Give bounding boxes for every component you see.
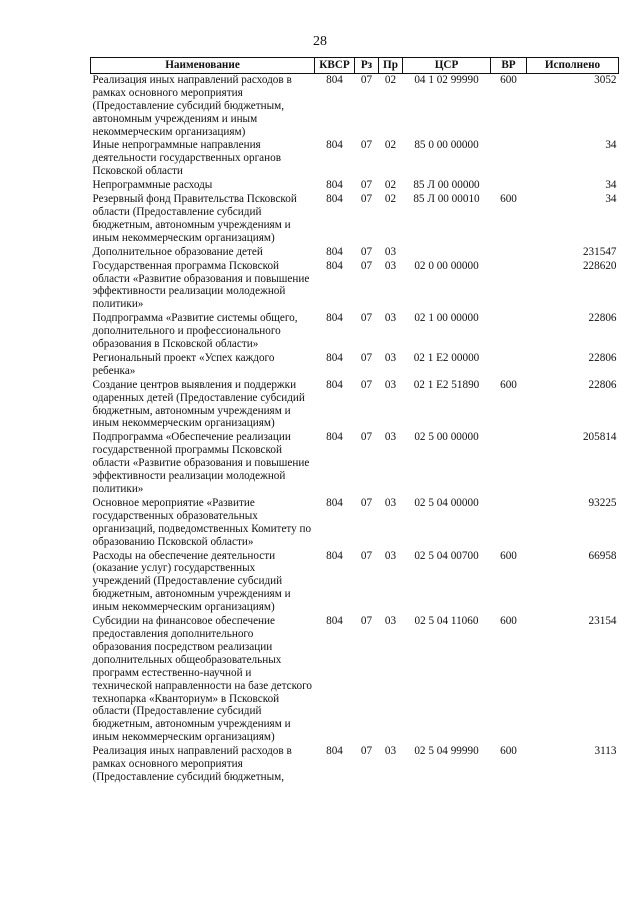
- cell-kvsr: 804: [326, 179, 343, 192]
- header-kvsr: КВСР: [315, 58, 355, 74]
- cell-name: Подпрограмма «Обеспечение реализации государственной программы Псковской области «Развитие образования и повышение эффективности реализации молодежной политики»: [92, 431, 310, 495]
- header-rz: Рз: [355, 58, 379, 74]
- cell-rz: 07: [360, 193, 373, 206]
- table-row: [91, 550, 619, 616]
- cell-rz: 07: [360, 431, 373, 444]
- cell-name: Непрограммные расходы: [92, 179, 213, 192]
- cell-name: Субсидии на финансовое обеспечение предоставления дополнительного образования посредством реализации дополнительных общеобразовательных программ естественно-научной и технической направленности на базе детского технопарка «Кванториум» в Псковской области (Предоставление субсидий бюджетным, автономным учреждениям и иным некоммерческим организациям): [92, 615, 312, 744]
- cell-vr: [491, 246, 527, 260]
- cell-kvsr: 804: [326, 245, 343, 258]
- cell-vr: [491, 431, 527, 497]
- cell-rz: 07: [360, 615, 373, 628]
- table-row: [91, 745, 619, 785]
- cell-ispolneno: 34: [605, 179, 617, 192]
- cell-vr: [491, 139, 527, 179]
- cell-vr: 600: [500, 193, 517, 206]
- cell-name: Основное мероприятие «Развитие государственных образовательных организаций, подведомственных Комитету по образованию Псковской области»: [92, 496, 312, 548]
- cell-csr: 02 0 00 00000: [414, 259, 479, 272]
- cell-csr: 85 Л 00 00010: [413, 193, 480, 206]
- cell-csr: 02 5 00 00000: [414, 431, 479, 444]
- header-name: Наименование: [91, 58, 315, 74]
- cell-name: Иные непрограммные направления деятельности государственных органов Псковской области: [92, 139, 282, 178]
- cell-name: Региональный проект «Успех каждого ребенка»: [92, 351, 275, 377]
- cell-vr: 600: [500, 615, 517, 628]
- cell-kvsr: 804: [326, 745, 343, 758]
- cell-vr: [491, 179, 527, 193]
- cell-ispolneno: 3113: [594, 745, 617, 758]
- cell-pr: 02: [384, 139, 397, 152]
- table-row: [91, 246, 619, 260]
- cell-name: Дополнительное образование детей: [92, 245, 263, 258]
- cell-kvsr: 804: [326, 73, 343, 86]
- cell-csr: 02 5 04 00000: [414, 496, 479, 509]
- cell-pr: 03: [384, 245, 397, 258]
- table-row: [91, 352, 619, 379]
- cell-ispolneno: 66958: [588, 549, 617, 562]
- cell-rz: 07: [360, 378, 373, 391]
- cell-vr: 600: [500, 378, 517, 391]
- table-row: [91, 379, 619, 432]
- table-row: [91, 139, 619, 179]
- cell-ispolneno: 34: [605, 193, 617, 206]
- cell-name: Реализация иных направлений расходов в рамках основного мероприятия (Предоставление субсидий бюджетным, автономным учреждениям и иным некоммерческим организациям): [92, 73, 292, 138]
- cell-kvsr: 804: [326, 378, 343, 391]
- cell-rz: 07: [360, 73, 373, 86]
- table-row: [91, 260, 619, 313]
- cell-kvsr: 804: [326, 549, 343, 562]
- table-row: [91, 179, 619, 193]
- cell-vr: [491, 312, 527, 352]
- cell-ispolneno: 3052: [594, 73, 617, 86]
- cell-kvsr: 804: [326, 312, 343, 325]
- cell-ispolneno: 22806: [588, 351, 617, 364]
- cell-ispolneno: 205814: [582, 431, 617, 444]
- cell-csr: 02 1 E2 00000: [413, 351, 480, 364]
- cell-csr: [403, 246, 491, 260]
- cell-pr: 03: [384, 549, 397, 562]
- cell-ispolneno: 22806: [588, 378, 617, 391]
- cell-name: Реализация иных направлений расходов в рамках основного мероприятия (Предоставление субсидий бюджетным,: [92, 745, 292, 783]
- cell-rz: 07: [360, 496, 373, 509]
- header-csr: ЦСР: [403, 58, 491, 74]
- cell-pr: 03: [384, 745, 397, 758]
- cell-csr: 02 5 04 00700: [414, 549, 479, 562]
- cell-name: Расходы на обеспечение деятельности (оказание услуг) государственных учреждений (Предоставление субсидий бюджетным, автономным учреждениям и иным некоммерческим организациям): [92, 549, 291, 614]
- cell-ispolneno: 23154: [588, 615, 617, 628]
- cell-pr: 02: [384, 193, 397, 206]
- cell-ispolneno: 231547: [582, 245, 617, 258]
- cell-rz: 07: [360, 312, 373, 325]
- cell-rz: 07: [360, 245, 373, 258]
- cell-vr: [491, 260, 527, 313]
- cell-kvsr: 804: [326, 139, 343, 152]
- cell-pr: 03: [384, 259, 397, 272]
- cell-vr: [491, 497, 527, 550]
- cell-ispolneno: 22806: [588, 312, 617, 325]
- table-row: [91, 73, 619, 139]
- table-row: [91, 497, 619, 550]
- cell-kvsr: 804: [326, 193, 343, 206]
- cell-kvsr: 804: [326, 496, 343, 509]
- cell-ispolneno: 34: [605, 139, 617, 152]
- cell-pr: 02: [384, 73, 397, 86]
- cell-name: Создание центров выявления и поддержки одаренных детей (Предоставление субсидий бюджетным, автономным учреждениям и иным некоммерческим организациям): [92, 378, 305, 430]
- table-row: [91, 431, 619, 497]
- cell-csr: 02 1 00 00000: [414, 312, 479, 325]
- table-header-row: [91, 58, 619, 74]
- cell-csr: 02 5 04 11060: [414, 615, 479, 628]
- cell-ispolneno: 228620: [582, 259, 617, 272]
- cell-csr: 02 5 04 99990: [414, 745, 479, 758]
- page-number: 28: [313, 34, 327, 49]
- cell-kvsr: 804: [326, 351, 343, 364]
- header-pr: Пр: [379, 58, 403, 74]
- table-row: [91, 193, 619, 246]
- cell-pr: 03: [384, 378, 397, 391]
- cell-pr: 03: [384, 351, 397, 364]
- cell-pr: 03: [384, 431, 397, 444]
- cell-pr: 03: [384, 615, 397, 628]
- header-ispolneno: Исполнено: [527, 58, 619, 74]
- cell-rz: 07: [360, 139, 373, 152]
- cell-name: Резервный фонд Правительства Псковской области (Предоставление субсидий бюджетным, автономным учреждениям и иным некоммерческим организациям): [92, 193, 297, 244]
- cell-kvsr: 804: [326, 259, 343, 272]
- cell-vr: 600: [500, 73, 517, 86]
- cell-rz: 07: [360, 179, 373, 192]
- cell-rz: 07: [360, 351, 373, 364]
- cell-ispolneno: 93225: [588, 496, 617, 509]
- cell-csr: 85 Л 00 00000: [413, 179, 480, 192]
- cell-vr: [491, 352, 527, 379]
- table-row: [91, 312, 619, 352]
- cell-pr: 03: [384, 496, 397, 509]
- table-row: [91, 615, 619, 745]
- cell-name: Государственная программа Псковской области «Развитие образования и повышение эффективности реализации молодежной политики»: [92, 259, 310, 311]
- cell-pr: 02: [384, 179, 397, 192]
- cell-rz: 07: [360, 745, 373, 758]
- cell-kvsr: 804: [326, 431, 343, 444]
- cell-csr: 02 1 E2 51890: [413, 378, 480, 391]
- cell-vr: 600: [500, 745, 517, 758]
- cell-vr: 600: [500, 549, 517, 562]
- cell-csr: 85 0 00 00000: [414, 139, 479, 152]
- cell-rz: 07: [360, 549, 373, 562]
- cell-csr: 04 1 02 99990: [414, 73, 479, 86]
- cell-name: Подпрограмма «Развитие системы общего, дополнительного и профессионального образования в Псковской области»: [92, 312, 298, 351]
- header-vr: ВР: [491, 58, 527, 74]
- cell-rz: 07: [360, 259, 373, 272]
- budget-table: [90, 57, 619, 785]
- cell-kvsr: 804: [326, 615, 343, 628]
- cell-pr: 03: [384, 312, 397, 325]
